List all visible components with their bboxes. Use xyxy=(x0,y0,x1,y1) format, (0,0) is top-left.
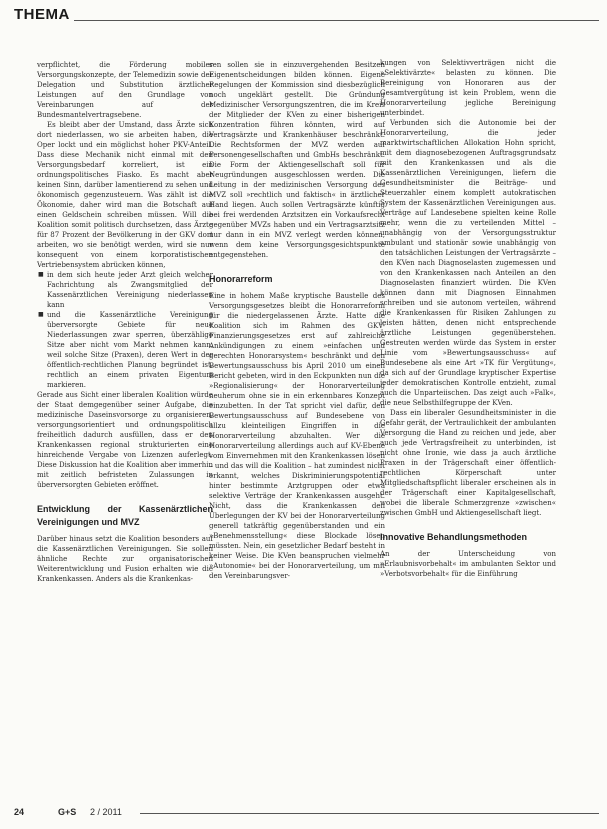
paragraph: sen sollen sie in einzuvergehenden Besitzen Eigenentscheidungen bilden können. Eigene Regelungen der Kommission sind diesbezüglich noch ungeklärt gestellt. Die Gründung Medizinischer Versorgungszentren, die im Kreis der Mitglieder der KVen zu einer bisherigen Konzentration führen könnten, wird auf Vertragsärzte und Krankenhäuser beschränkt. Die Rechtsformen der MVZ werden auf Personengesellschaften und GmbHs beschränkt. Die Form der Aktiengesellschaft soll für Neugründungen ausgeschlossen werden. Die Leitung in der medizinischen Versorgung des MVZ soll »rechtlich und faktisch« in ärztlicher Hand liegen. Auch sollen Vertragsärzte künftig bei frei werdenden Arztsitzen ein Vorkaufsrecht gegenüber MVZs haben und ein Vertragsarztsitz nur dann in ein MVZ verlegt werden können, wenn dem keine Versorgungsgesichtspunkte entgegenstehen. xyxy=(209,61,385,259)
paragraph: Dass ein liberaler Gesundheitsminister in die Gefahr gerät, der Vertraulichkeit der ambulanten Versorgung die Hand zu reichen und jede, aber auch jede Vertragsfreiheit zu unterbinden, ist nicht ohne Ironie, wie dass ja auch ärztliche Praxen in der Trägerschaft einer öffentlich-rechtlichen Körperschaft unter Mitgliedschaftspflicht liberaler erscheinen als in der Trägerschaft einer Kapitalgesellschaft, wobei die liberale Schmerzgrenze »zwischen« zwischen GmbH und Aktiengesellschaft liegt. xyxy=(380,409,556,517)
paragraph: Verbunden sich die Autonomie bei der Honorarverteilung, die jeder marktwirtschaftlichen Allokation Hohn spricht, mit dem diagnosebezogenen Auftragsgrundsatz mit den Krankenkassen und als die Kassenärztlichen Vereinigungen, liefern die Gesundheitsminister die Beiträge- und Steuerzahler einem komplett autokratischen System der Kassenärztlichen Vereinigungen aus. Verträge auf Landesebene spielten keine Rolle mehr, wenn die zu verteilenden Mittel – unabhängig von der Versorgungsstruktur ambulant und stationär sowie unabhängig von den tatsächlichen Leistungen der Vertragsärzte – den KVen nach Diagnoselasten zugemessen und von den Krankenkassen nach Anteilen an den Diagnoselasten finanziert würden. Die KVen können dann mit Diagnosen Einnahmen schreiben und sie autonom verteilen, während die Krankenkassen für Risiken Zahlungen zu leisten hätten, denen nicht entsprechende ärztliche Leistungen gegenüberstehen. Gestreuten werden würde das System in erster Linie vom »Bewertungsausschuss« auf Bundesebene als eine Art »TK für Vergütung«, da sich auf der Grundlage kryptischer Expertise jeder demokratischen Kontrolle entzieht, zumal auch die Unparteiischen. Das zeigt auch »Falk«, die neue Selbsthilfegruppe der KVen. xyxy=(380,119,556,407)
section-heading: Entwicklung der Kassenärztlichen Vereinigungen und MVZ xyxy=(37,504,213,527)
section-heading: Innovative Behandlungsmethoden xyxy=(380,532,528,542)
section-title: THEMA xyxy=(14,6,70,23)
column-1 xyxy=(37,60,213,584)
paragraph: verpflichtet, die Förderung mobiler Versorgungskonzepte, der Telemedizin sowie der Delegation und Substitution ärztlicher Leistungen auf den Grundlage von Vereinbarungen auf der Bundesmantelvertragsebene. xyxy=(37,61,213,119)
page-header xyxy=(14,6,599,26)
section-heading: Honorarreform xyxy=(209,274,273,284)
list-item: ■ und die Kassenärztliche Vereinigung überversorgte Gebiete für neue Niederlassungen zwar sperren, überzählige Sitze aber nicht vom Markt nehmen kann, weil solche Sitze (Praxen), deren Wert in der öffentlich-rechtlichen Planung begründet ist, rechtlich an einem privaten Eigentum markieren. xyxy=(47,310,213,390)
paragraph: Darüber hinaus setzt die Koalition besonders auf die Kassenärztlichen Vereinigungen. Sie sollen ähnliche Rechte zur organisatorischen Weiterentwicklung und Fusion erhalten wie die Krankenkassen. Anders als die Krankenkas- xyxy=(37,535,213,583)
paragraph: kungen von Selektivverträgen nicht die »Selektivärzte« belasten zu können. Die Bereinigung von Honoraren aus der Gesamtvergütung ist kein Problem, wenn die Honorarverteilung jegliche Bereinigung unterbindet. xyxy=(380,59,556,117)
journal-name: G+S xyxy=(58,807,77,817)
paragraph: Es bleibt aber der Umstand, dass Ärzte sich dort niederlassen, wo sie arbeiten haben, die Oper lockt und ein möglichst hoher PKV-Anteil. Dass diese Mechanik nicht einmal mit den Versorgungsbedarf korreliert, ist ein ordnungspolitisches Fiasko. Es macht aber keinen Sinn, darüber lamentierend zu sehen und ökonomisch gegenzusteuern. Was zählt ist die Ökonomie, daher wird man die Botschaft auf einen Geldschein schreiben müssen. Will die Koalition somit politisch durchsetzen, dass Ärzte für 87 Prozent der Bevölkerung in der GKV dort arbeiten, wo sie benötigt werden, wird sie nur konsequent von einem korporatistischen Vertriebensystem abrücken können, xyxy=(37,121,213,269)
header-rule xyxy=(74,20,599,21)
page-number: 24 xyxy=(14,807,25,817)
paragraph: Gerade aus Sicht einer liberalen Koalition würde der Staat demgegenüber seiner Aufgabe, die medizinische Daseinsvorsorge zu organisieren, versorgungsorientiert und ordnungspolitisch freiheitlich dadurch ausfüllen, dass er den Krankenkassen regional strukturierten eine hinreichende Vergabe von Lizenzen auferlegt. Diese Diskussion hat die Koalition aber immerhin mit zeitlich befristeten Zulassungen in überversorgten Gebieten eröffnet. xyxy=(37,391,213,489)
page-footer xyxy=(14,807,599,821)
paragraph: Eine in hohem Maße kryptische Baustelle des Versorgungsgesetzes bleibt die Honorarreform für die niedergelassenen Ärzte. Hatte die Koalition sich im Rahmen des GKV-Finanzierungsgesetzes erst auf zahlreiche Ankündigungen zu einem »einfachen und gerechten Honorarsystem« beschränkt und den Bewertungsausschuss bis April 2010 um einen Bericht gebeten, wird in den Eckpunkten nun die »Regionalisierung« der Honorarverteilung neuherum ohne sie in ein erkennbares Konzept einzubetten. In der Tat spricht viel dafür, den Bewertungsausschuss auf Bundesebene von allzu kleinteiligen Eingriffen in die Honorarverteilung abzuhalten. Wer die Honorarverteilung allerdings auch auf KV-Ebene vom Einvernehmen mit den Krankenkassen lösen – und das will die Koalition – hat zumindest nicht erkannt, welches Diskriminierungspotential hinter bestimmte Arztgruppen oder etwa selektive Verträge der Krankenkassen ausgeht. Nicht, dass die Krankenkassen den Überlegungen der KV bei der Honorarverteilung generell tatkräftig gegenüberstanden und ein »Benehmensstellung« diese Blockade lösen müssten. Nein, ein gesetzlicher Bedarf besteht in keiner Weise. Die KVen beanspruchen vielmehr »Autonomie« bei der Honorarverteilung, um mit den Vereinbarungsver- xyxy=(209,292,385,580)
bullet-list xyxy=(37,270,213,390)
column-3 xyxy=(380,58,556,579)
list-item: ■ in dem sich heute jeder Arzt gleich welcher Fachrichtung als Zwangsmitglied der Kassenärztlichen Vereinigung niederlassen kann xyxy=(47,270,213,310)
footer-rule xyxy=(140,813,599,814)
issue-number: 2 / 2011 xyxy=(90,807,122,817)
paragraph: An der Unterscheidung von »Erlaubnisvorbehalt« im ambulanten Sektor und »Verbotsvorbehalt« für die Einführung xyxy=(380,550,556,578)
column-2 xyxy=(209,60,385,581)
